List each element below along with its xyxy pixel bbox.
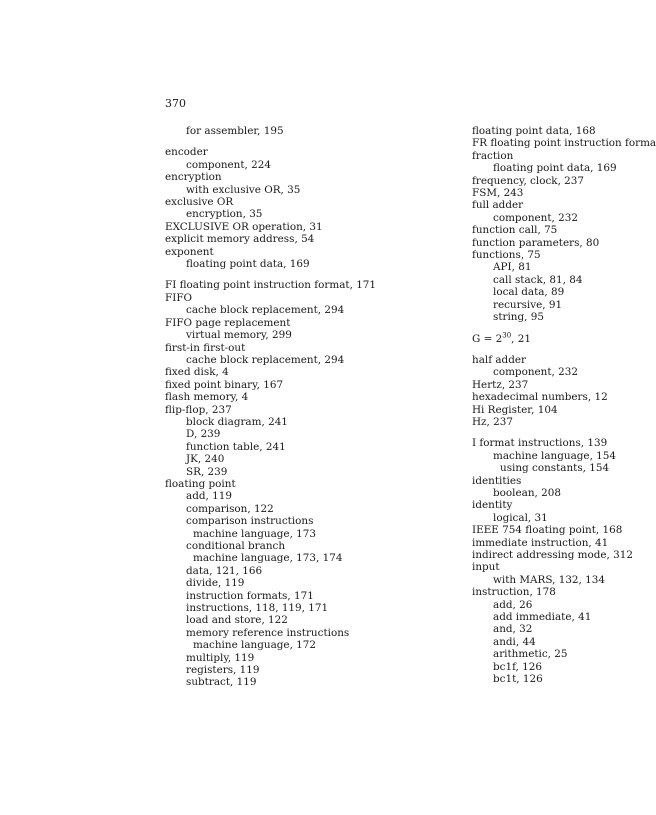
- index-entry: fixed point binary, 167: [165, 378, 284, 391]
- index-subentry: component, 224: [186, 158, 271, 171]
- index-subentry: logical, 31: [493, 511, 548, 524]
- index-entry: Hi Register, 104: [472, 403, 558, 416]
- index-subentry: machine language, 172: [193, 639, 317, 652]
- index-subentry: instruction formats, 171: [186, 589, 314, 602]
- index-subentry: encryption, 35: [186, 208, 263, 221]
- index-entry: floating point: [165, 477, 236, 490]
- index-entry: I format instructions, 139: [472, 437, 608, 450]
- index-subentry: registers, 119: [186, 664, 260, 677]
- index-entry: floating point data, 168: [472, 125, 596, 137]
- index-subentry: SR, 239: [186, 465, 228, 478]
- index-subentry: data, 121, 166: [186, 564, 263, 577]
- index-entry: FSM, 243: [472, 187, 524, 200]
- index-subentry: machine language, 173: [193, 527, 317, 540]
- index-subentry: component, 232: [493, 366, 578, 379]
- index-subentry: machine language, 173, 174: [193, 552, 343, 565]
- index-entry: functions, 75: [472, 249, 541, 262]
- index-subentry: component, 232: [493, 211, 578, 224]
- index-entry: IEEE 754 floating point, 168: [472, 524, 623, 537]
- index-subentry: call stack, 81, 84: [493, 273, 583, 286]
- index-subentry: JK, 240: [186, 453, 225, 466]
- index-subentry: multiply, 119: [186, 651, 255, 664]
- index-entry: explicit memory address, 54: [165, 233, 315, 246]
- index-entry: identities: [472, 474, 522, 487]
- index-subentry: recursive, 91: [493, 298, 563, 311]
- index-entry: encryption: [165, 171, 222, 184]
- index-entry: immediate instruction, 41: [472, 536, 609, 549]
- index-subentry: machine language, 154: [493, 449, 617, 462]
- index-subentry: string, 95: [493, 311, 544, 324]
- index-subentry: function table, 241: [186, 440, 286, 453]
- page-number: 370: [165, 97, 186, 110]
- index-entry: full adder: [472, 199, 524, 212]
- index-entry: flash memory, 4: [165, 391, 249, 404]
- index-entry: half adder: [472, 353, 526, 366]
- index-subentry: using constants, 154: [500, 462, 610, 475]
- index-subentry: comparison instructions: [186, 515, 314, 528]
- index-entry: exponent: [165, 245, 214, 258]
- index-subentry: add immediate, 41: [493, 611, 592, 624]
- index-subentry: comparison, 122: [186, 502, 274, 515]
- index-subentry: bc1t, 126: [493, 673, 543, 686]
- index-subentry: with exclusive OR, 35: [186, 183, 301, 196]
- index-entry: input: [472, 561, 500, 574]
- index-subentry: load and store, 122: [186, 614, 288, 627]
- index-entry: FR floating point instruction forma: [472, 137, 656, 150]
- index-subentry: andi, 44: [493, 635, 536, 648]
- superscript: 30: [502, 331, 512, 340]
- index-subentry: floating point data, 169: [493, 162, 617, 175]
- index-subentry: block diagram, 241: [186, 415, 288, 428]
- index-subentry: conditional branch: [186, 540, 286, 552]
- index-subentry: API, 81: [493, 261, 532, 274]
- index-subentry: and, 32: [493, 623, 533, 636]
- index-subentry: for assembler, 195: [186, 125, 284, 137]
- index-entry: hexadecimal numbers, 12: [472, 391, 608, 404]
- index-subentry: add, 26: [493, 598, 533, 611]
- index-entry: indirect addressing mode, 312: [472, 549, 633, 561]
- index-subentry: virtual memory, 299: [186, 329, 292, 342]
- index-subentry: floating point data, 169: [186, 258, 310, 271]
- index-entry: FIFO page replacement: [165, 316, 291, 329]
- index-entry: FI floating point instruction format, 171: [165, 279, 377, 292]
- index-subentry: D, 239: [186, 428, 221, 441]
- index-subentry: cache block replacement, 294: [186, 353, 345, 366]
- index-entry: function call, 75: [472, 224, 558, 237]
- index-entry: Hertz, 237: [472, 378, 529, 391]
- index-entry: instruction, 178: [472, 586, 556, 599]
- index-entry: first-in first-out: [165, 341, 246, 354]
- index-subentry: boolean, 208: [493, 486, 561, 499]
- index-entry: FIFO: [165, 291, 193, 304]
- index-column-left: [165, 125, 380, 689]
- index-subentry: with MARS, 132, 134: [493, 573, 605, 586]
- index-column-right: [472, 125, 656, 686]
- index-entry: fixed disk, 4: [165, 366, 229, 379]
- index-entry: EXCLUSIVE OR operation, 31: [165, 220, 323, 233]
- index-entry: $G = 2^{30}$, 21: [472, 331, 531, 345]
- index-subentry: bc1f, 126: [493, 660, 542, 673]
- index-entry: identity: [472, 499, 513, 512]
- index-entry: encoder: [165, 146, 208, 159]
- index-subentry: memory reference instructions: [186, 626, 350, 639]
- index-subentry: cache block replacement, 294: [186, 304, 345, 317]
- index-subentry: local data, 89: [493, 286, 565, 299]
- index-entry: function parameters, 80: [472, 236, 600, 249]
- index-subentry: divide, 119: [186, 577, 245, 590]
- index-entry: flip-flop, 237: [165, 403, 232, 416]
- index-subentry: instructions, 118, 119, 171: [186, 602, 329, 615]
- index-subentry: add, 119: [186, 490, 232, 503]
- index-entry: frequency, clock, 237: [472, 174, 585, 187]
- index-subentry: subtract, 119: [186, 676, 257, 689]
- index-entry: exclusive OR: [165, 196, 234, 209]
- index-entry: Hz, 237: [472, 415, 513, 428]
- index-entry: fraction: [472, 149, 514, 162]
- index-subentry: arithmetic, 25: [493, 648, 568, 661]
